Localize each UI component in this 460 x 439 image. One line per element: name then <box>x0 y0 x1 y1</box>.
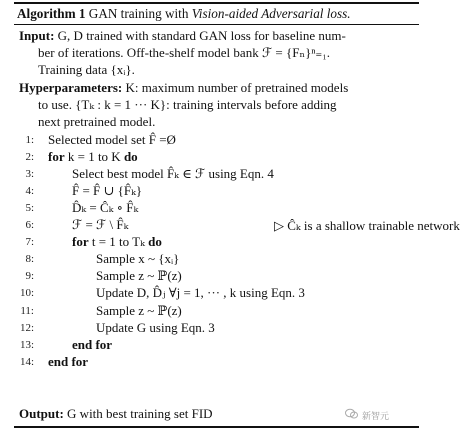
step-statement: for k = 1 to K do <box>48 149 138 164</box>
step-statement: Sample z ~ ℙ(z) <box>96 268 182 283</box>
top-rule <box>14 2 419 4</box>
algorithm-label: Algorithm 1 <box>17 6 86 21</box>
input-text-1: G, D trained with standard GAN loss for baseline num- <box>57 28 346 43</box>
hyper-text-1: K: maximum number of pretrained models <box>125 80 349 95</box>
step-number: 10: <box>19 287 34 299</box>
input-line-1 <box>19 28 346 44</box>
step-statement: for t = 1 to Tₖ do <box>72 234 162 249</box>
step-statement: Sample x ~ {xᵢ} <box>96 251 180 266</box>
step-statement: Update D, D̂ⱼ ∀j = 1, ··· , k using Eqn. 3 <box>96 285 305 300</box>
step-statement: Update G using Eqn. 3 <box>96 320 215 335</box>
header-rule <box>14 24 419 25</box>
algorithm-title-text: GAN training with <box>88 6 189 21</box>
hyper-line-1 <box>19 80 348 96</box>
step-5-comment: ▷ Ĉₖ is a shallow trainable network <box>274 218 460 233</box>
step-number: 6: <box>25 219 34 231</box>
step-number: 1: <box>25 134 34 146</box>
step-statement: Selected model set F̂ =Ø <box>48 132 176 147</box>
hyper-line-3: next pretrained model. <box>38 114 156 129</box>
step-number: 11: <box>20 305 34 317</box>
step-statement: Select best model F̂ₖ ∈ ℱ using Eqn. 4 <box>72 166 274 181</box>
step-number: 7: <box>25 236 34 248</box>
algorithm-title <box>17 6 351 22</box>
step-statement: end for <box>72 337 113 352</box>
step-statement: Sample z ~ ℙ(z) <box>96 303 182 318</box>
hyper-line-2: to use. {Tₖ : k = 1 ··· K}: training intervals before adding <box>38 97 337 112</box>
step-statement: ℱ = ℱ \ F̂ₖ <box>72 217 129 232</box>
step-statement: F̂ = F̂ ∪ {F̂ₖ} <box>72 183 143 198</box>
watermark-logo-icon <box>345 408 358 419</box>
algorithm-title-italic: Vision-aided Adversarial loss. <box>191 6 351 21</box>
step-number: 13: <box>19 339 34 351</box>
step-number: 9: <box>25 270 34 282</box>
output-line <box>19 406 213 422</box>
step-number: 14: <box>19 356 34 368</box>
step-number: 4: <box>25 185 34 197</box>
bottom-rule <box>14 426 419 428</box>
step-number: 2: <box>25 151 34 163</box>
output-text: G with best training set FID <box>67 406 213 421</box>
step-number: 5: <box>25 202 34 214</box>
step-statement: D̂ₖ = Ĉₖ ∘ F̂ₖ <box>72 200 139 215</box>
step-number: 3: <box>25 168 34 180</box>
hyper-label: Hyperparameters: <box>19 80 123 95</box>
step-number: 8: <box>25 253 34 265</box>
watermark-text: 新智元 <box>362 412 390 422</box>
step-number: 12: <box>19 322 34 334</box>
step-statement: end for <box>48 354 89 369</box>
output-label: Output: <box>19 406 64 421</box>
input-label: Input: <box>19 28 55 43</box>
input-line-2: ber of iterations. Off-the-shelf model bank ℱ = {Fₙ}ⁿ₌₁. <box>38 45 331 60</box>
input-line-3: Training data {xᵢ}. <box>38 62 135 77</box>
